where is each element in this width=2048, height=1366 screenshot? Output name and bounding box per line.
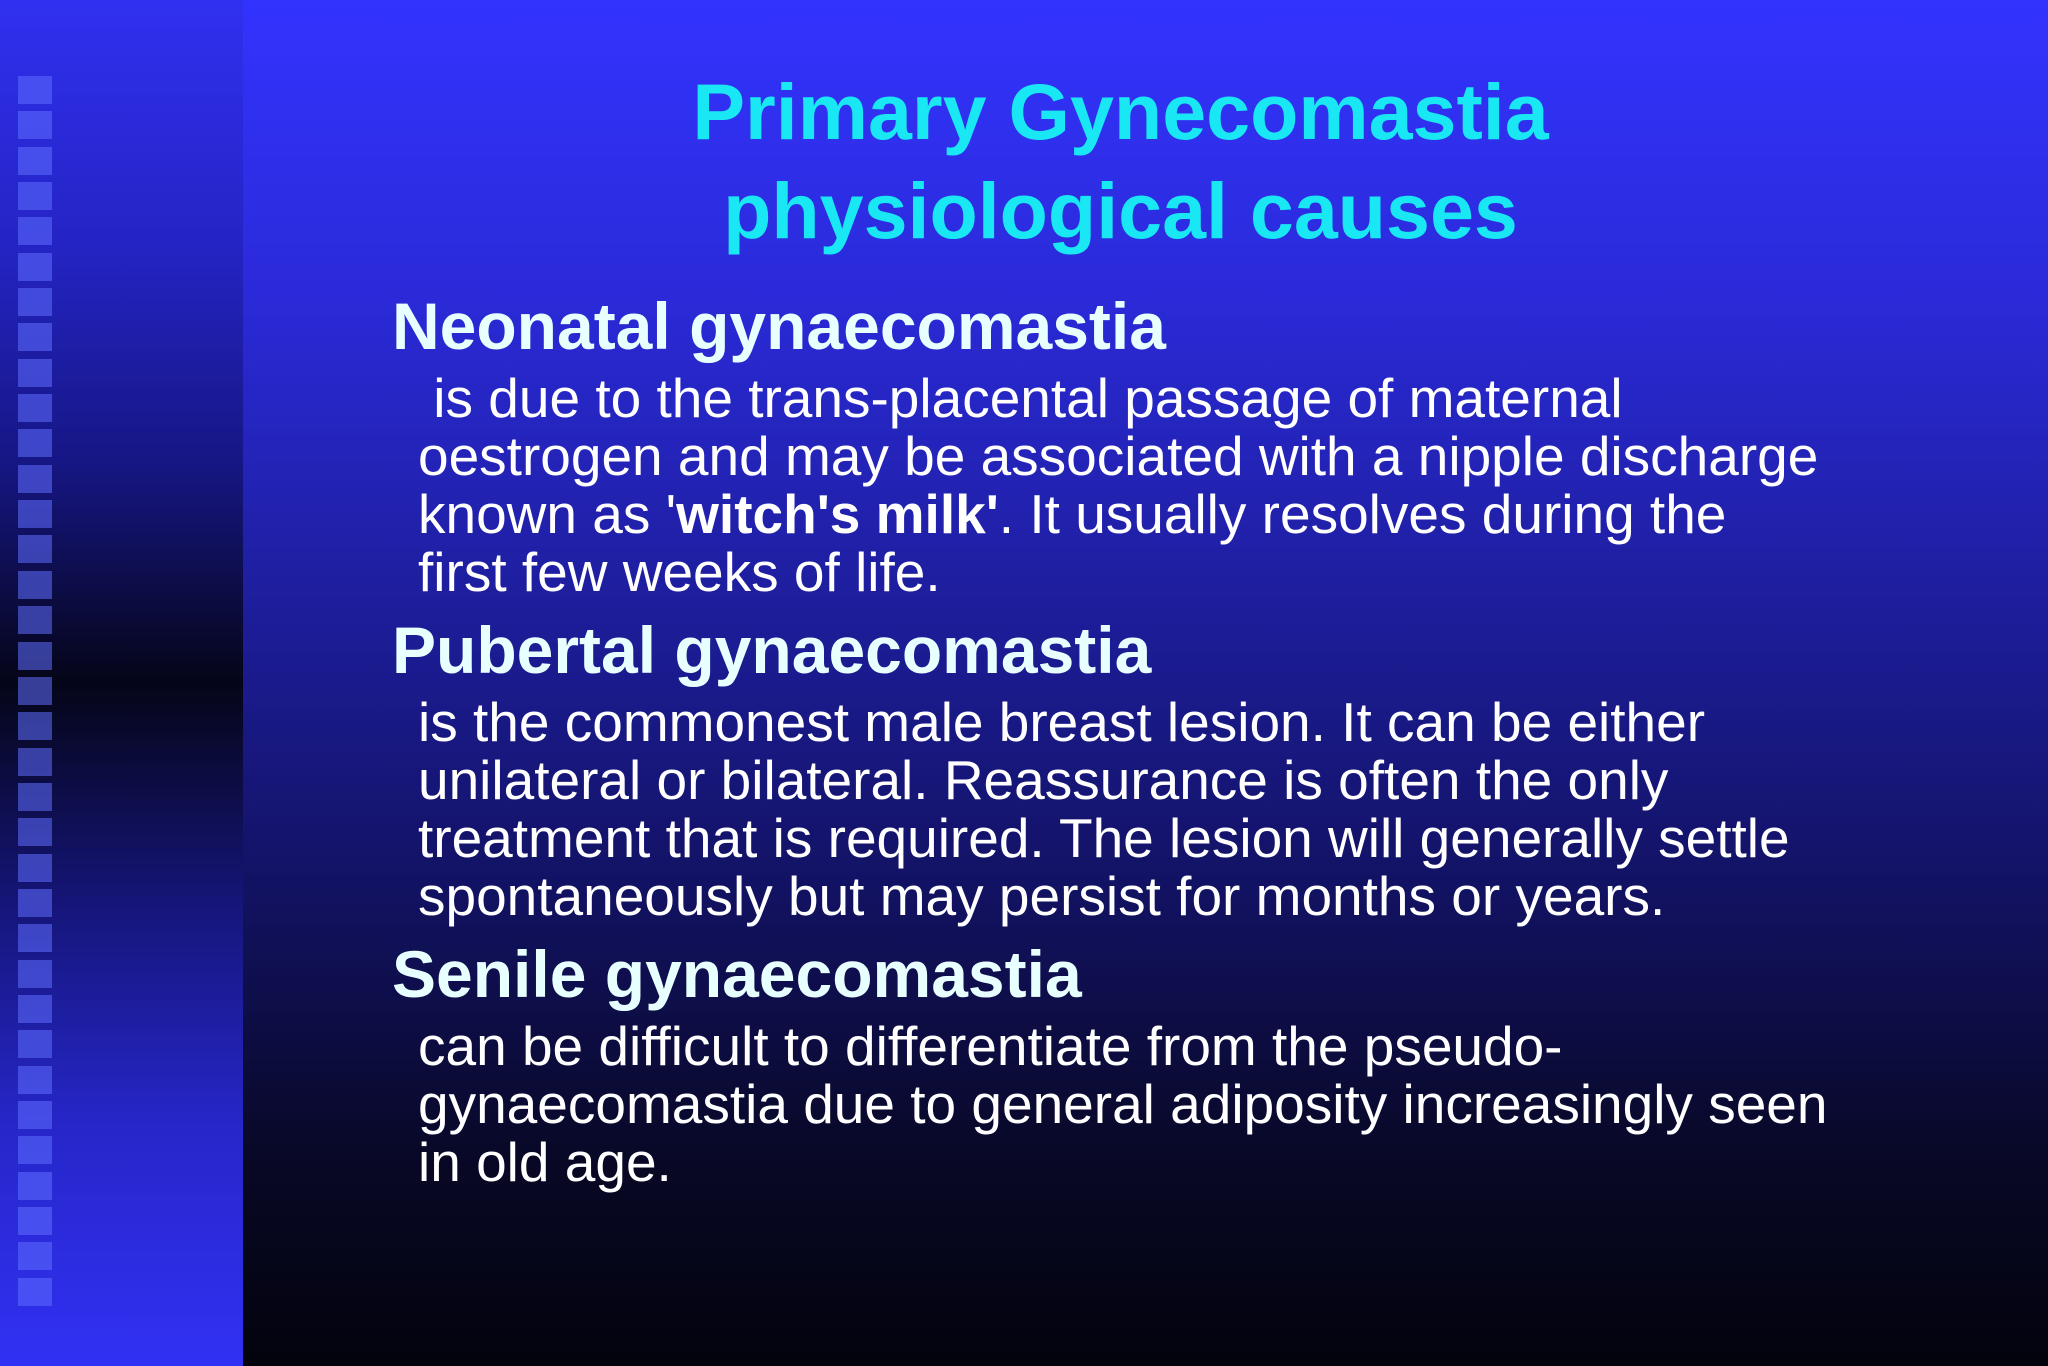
decorative-square (18, 465, 52, 493)
section-heading-senile: Senile gynaecomastia (392, 937, 1082, 1011)
decorative-square (18, 1172, 52, 1200)
decorative-square-column (18, 76, 52, 1306)
decorative-side-band (0, 0, 243, 1366)
decorative-square (18, 995, 52, 1023)
decorative-square (18, 606, 52, 634)
decorative-square (18, 1030, 52, 1058)
slide-content (392, 283, 2012, 1191)
title-line-1: Primary Gynecomastia (692, 67, 1549, 156)
decorative-square (18, 182, 52, 210)
decorative-square (18, 818, 52, 846)
decorative-square (18, 1066, 52, 1094)
decorative-square (18, 571, 52, 599)
decorative-square (18, 960, 52, 988)
section-body-pubertal (418, 693, 2012, 925)
decorative-square (18, 924, 52, 952)
body-line: is due to the trans-placental passage of maternal (418, 367, 1623, 429)
decorative-square (18, 889, 52, 917)
slide-title (243, 62, 2048, 260)
body-text: . It usually resolves during the (998, 483, 1727, 545)
decorative-square (18, 535, 52, 563)
decorative-square (18, 677, 52, 705)
section-body-senile (418, 1017, 2012, 1191)
decorative-square (18, 1101, 52, 1129)
body-line: in old age. (418, 1131, 672, 1193)
decorative-square (18, 111, 52, 139)
decorative-square (18, 783, 52, 811)
body-line: oestrogen and may be associated with a nipple discharge (418, 425, 1819, 487)
decorative-square (18, 1207, 52, 1235)
decorative-square (18, 500, 52, 528)
section-heading-neonatal: Neonatal gynaecomastia (392, 289, 1166, 363)
decorative-square (18, 323, 52, 351)
decorative-square (18, 359, 52, 387)
body-line: is the commonest male breast lesion. It can be either (418, 691, 1706, 753)
body-line: spontaneously but may persist for months or years. (418, 865, 1666, 927)
body-line: first few weeks of life. (418, 541, 941, 603)
decorative-square (18, 854, 52, 882)
section-heading-pubertal: Pubertal gynaecomastia (392, 613, 1152, 687)
title-line-2: physiological causes (723, 166, 1518, 255)
decorative-square (18, 147, 52, 175)
decorative-square (18, 712, 52, 740)
witchs-milk-term: witch's milk' (676, 483, 999, 545)
decorative-square (18, 76, 52, 104)
decorative-square (18, 288, 52, 316)
decorative-square (18, 429, 52, 457)
decorative-square (18, 253, 52, 281)
body-line: treatment that is required. The lesion will generally settle (418, 807, 1790, 869)
body-text: known as ' (418, 483, 677, 545)
decorative-square (18, 1278, 52, 1306)
body-line: can be difficult to differentiate from the pseudo- (418, 1015, 1563, 1077)
decorative-square (18, 642, 52, 670)
decorative-square (18, 217, 52, 245)
section-body-neonatal (418, 369, 2012, 601)
body-line: gynaecomastia due to general adiposity increasingly seen (418, 1073, 1828, 1135)
body-line: unilateral or bilateral. Reassurance is often the only (418, 749, 1669, 811)
decorative-square (18, 394, 52, 422)
body-line (418, 485, 2012, 543)
decorative-square (18, 1136, 52, 1164)
decorative-square (18, 1242, 52, 1270)
decorative-square (18, 748, 52, 776)
